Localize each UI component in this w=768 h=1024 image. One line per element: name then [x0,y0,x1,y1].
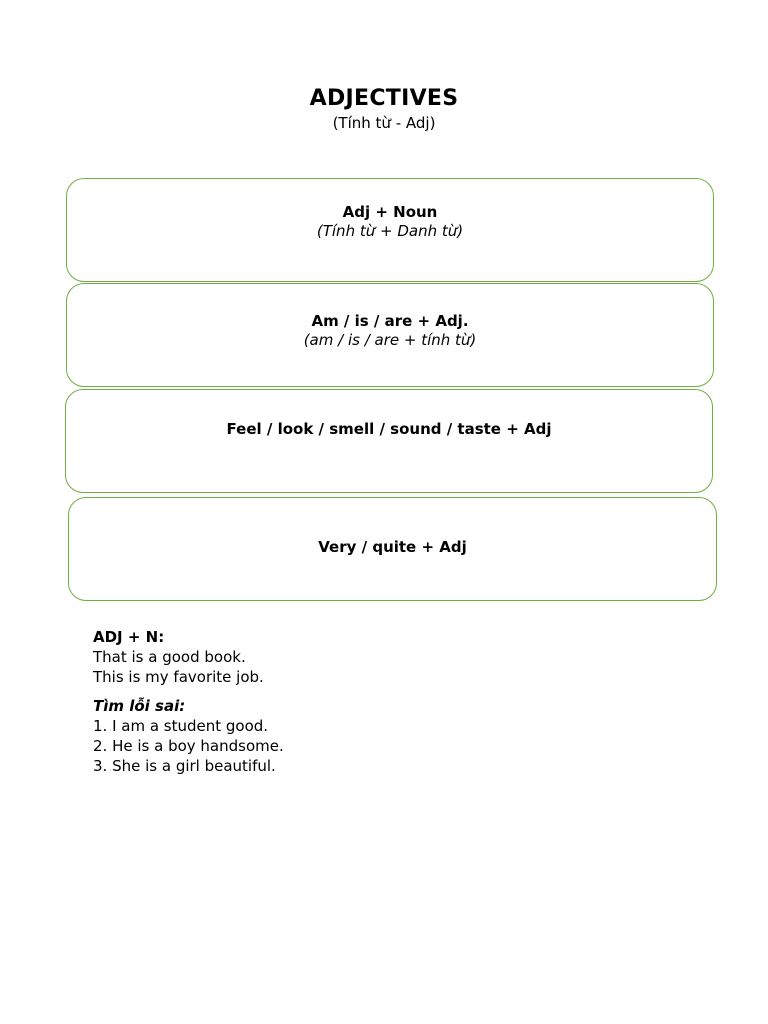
rule-sub-text: (Tính từ + Danh từ) [316,222,464,240]
page-title: ADJECTIVES [309,86,459,111]
rule-main-text: Very / quite + Adj [318,538,467,556]
exercise-heading: Tìm lỗi sai: [93,697,186,715]
example-line: This is my favorite job. [93,668,264,686]
rule-box-linking-verbs [65,389,713,493]
rule-main-text: Am / is / are + Adj. [311,312,469,330]
rule-sub-text: (am / is / are + tính từ) [303,331,477,349]
rule-box-adj-noun [66,178,714,282]
exercise-line: 1. I am a student good. [93,717,269,735]
example-line: That is a good book. [93,648,246,666]
examples-heading: ADJ + N: [93,628,165,646]
rule-main-text: Adj + Noun [342,203,438,221]
rule-main-text: Feel / look / smell / sound / taste + Adj [226,420,552,438]
notes-section [93,627,284,776]
exercise-line: 3. She is a girl beautiful. [93,757,276,775]
rule-box-very-quite [68,497,717,601]
rule-box-be-adj [66,283,714,387]
exercise-line: 2. He is a boy handsome. [93,737,284,755]
page-subtitle: (Tính từ - Adj) [332,114,436,132]
